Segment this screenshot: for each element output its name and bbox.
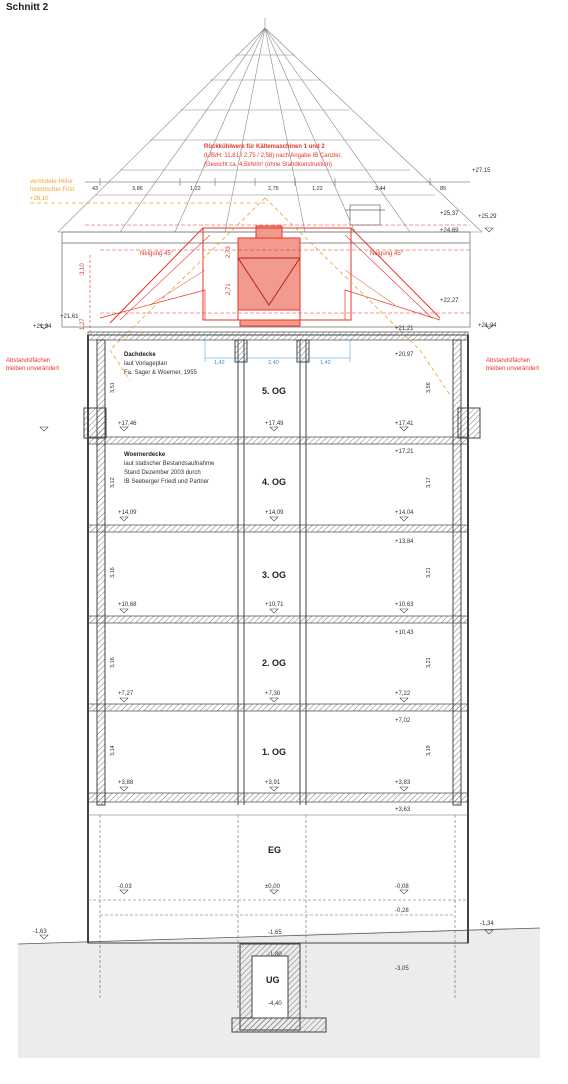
floor-label-ug: UG [266,975,280,985]
dachdecke-note: Fa. Sager & Woerner, 1955 [124,370,197,376]
level-left: +10,68 [118,602,137,608]
level-left: +21,61 [60,314,79,320]
historic-roof [58,18,482,232]
storey-height-right: 3,19 [426,745,432,756]
storey-height-right: 3,21 [426,657,432,668]
setback-note-left: bleiben unverändert [6,366,60,372]
level-right: +3,83 [395,780,411,786]
historic-ridge-note: vermutete Höhe [30,179,73,185]
slope-label-left: Neigung 45° [140,251,174,257]
roof-height-dim: 1,27 [80,318,86,330]
level-right: -3,05 [395,966,409,972]
level-right: +10,43 [395,630,414,636]
level-right: +25,37 [440,211,459,217]
storey-height-left: 3,16 [110,657,116,668]
level-left: -0,03 [118,884,132,890]
level-left: -1,63 [33,929,47,935]
setback-note-right: Abstandsflächen [486,358,531,364]
roof-dim: 1,22 [312,186,323,192]
storey-height-left: 3,12 [110,477,116,488]
level-center: -1,80 [268,952,282,958]
level-center: -1,65 [268,930,282,936]
historic-ridge-note: historischer First [30,187,75,193]
level-center: +14,09 [265,510,284,516]
storey-height-right: 3,56 [426,382,432,393]
level-right: +22,27 [440,298,459,304]
blue-dim: 2,40 [268,360,279,366]
floor-label-3og: 3. OG [262,570,287,580]
roof-height-dim: 3,10 [80,263,86,275]
roof-dim: 1,22 [190,186,201,192]
floor-label-5og: 5. OG [262,386,287,396]
slope-label-right: Neigung 45° [370,251,404,257]
level-right: +24,69 [440,228,459,234]
level-right: +17,41 [395,421,414,427]
level-right: +21,34 [478,323,497,329]
level-right: +27,15 [472,168,491,174]
level-right: +7,22 [395,691,411,697]
level-right: -0,08 [395,884,409,890]
blue-dim-line [205,340,350,362]
level-right: -0,28 [395,908,409,914]
floor-label-1og: 1. OG [262,747,287,757]
level-center: -4,40 [268,1001,282,1007]
level-right: +13,84 [395,539,414,545]
woernerdecke-note: laut statischer Bestandsaufnahme [124,461,215,467]
level-left: +17,46 [118,421,137,427]
roof-height-dim: 2,73 [226,246,232,258]
floor-slabs [88,332,468,802]
level-center: +7,30 [265,691,281,697]
level-left: +7,27 [118,691,134,697]
level-center: +17,49 [265,421,284,427]
level-right: +17,21 [395,449,414,455]
level-left: +21,34 [33,324,52,330]
dachdecke-title: Dachdecke [124,352,156,358]
floor-label-eg: EG [268,845,282,855]
level-center: +10,71 [265,602,284,608]
blue-dim: 1,42 [214,360,225,366]
roof-dim: 2,75 [268,186,279,192]
drawing-title: Schnitt 2 [6,2,49,13]
setback-note-left: Abstandsflächen [6,358,51,364]
cooling-note-line3: (Gewicht ca. 4,5kN/m² (ohne Standkonstruktion) [204,162,333,168]
historic-ridge-note: +26,10 [30,196,49,202]
woernerdecke-note: IB Seeberger Friedl und Partner [124,479,210,485]
woernerdecke-title: Woernerdecke [124,452,166,458]
cooling-unit [85,225,470,332]
level-right: +7,02 [395,718,411,724]
level-left: +3,88 [118,780,134,786]
storey-height-left: 3,51 [110,382,116,393]
roof-dim: 85 [440,186,447,192]
blue-dim: 1,42 [320,360,331,366]
floor-label-4og: 4. OG [262,477,287,487]
floor-label-2og: 2. OG [262,658,287,668]
level-right: +10,63 [395,602,414,608]
storey-height-right: 3,17 [426,477,432,488]
level-center: +3,91 [265,780,281,786]
roof-height-dim: 2,71 [226,283,232,295]
level-left: +14,09 [118,510,137,516]
level-right: +25,29 [478,214,497,220]
cooling-note-line2: (L/B/H: 11,81 / 2,75 / 2,58) nach Angabe IB Canzler, [204,153,342,159]
level-right: +14,04 [395,510,414,516]
woernerdecke-note: Stand Dezember 2003 durch [124,470,201,476]
level-right: -1,34 [480,921,494,927]
level-right: +21,21 [395,326,414,332]
roof-dim: 43 [92,186,99,192]
level-center: ±0,00 [265,884,280,890]
storey-height-right: 3,21 [426,567,432,578]
level-right: +3,63 [395,807,411,813]
roof-dim: 3,44 [375,186,386,192]
cooling-note-line1: Rückkühlwerk für Kältemaschinen 1 und 2 [204,144,325,150]
storey-height-left: 3,14 [110,745,116,756]
roof-dim-line [85,178,470,186]
roof-dim: 3,86 [132,186,143,192]
level-right: +20,97 [395,352,414,358]
storey-height-left: 3,16 [110,567,116,578]
dachdecke-note: laut Vorlageplan [124,361,168,367]
setback-note-right: bleiben unverändert [486,366,540,372]
